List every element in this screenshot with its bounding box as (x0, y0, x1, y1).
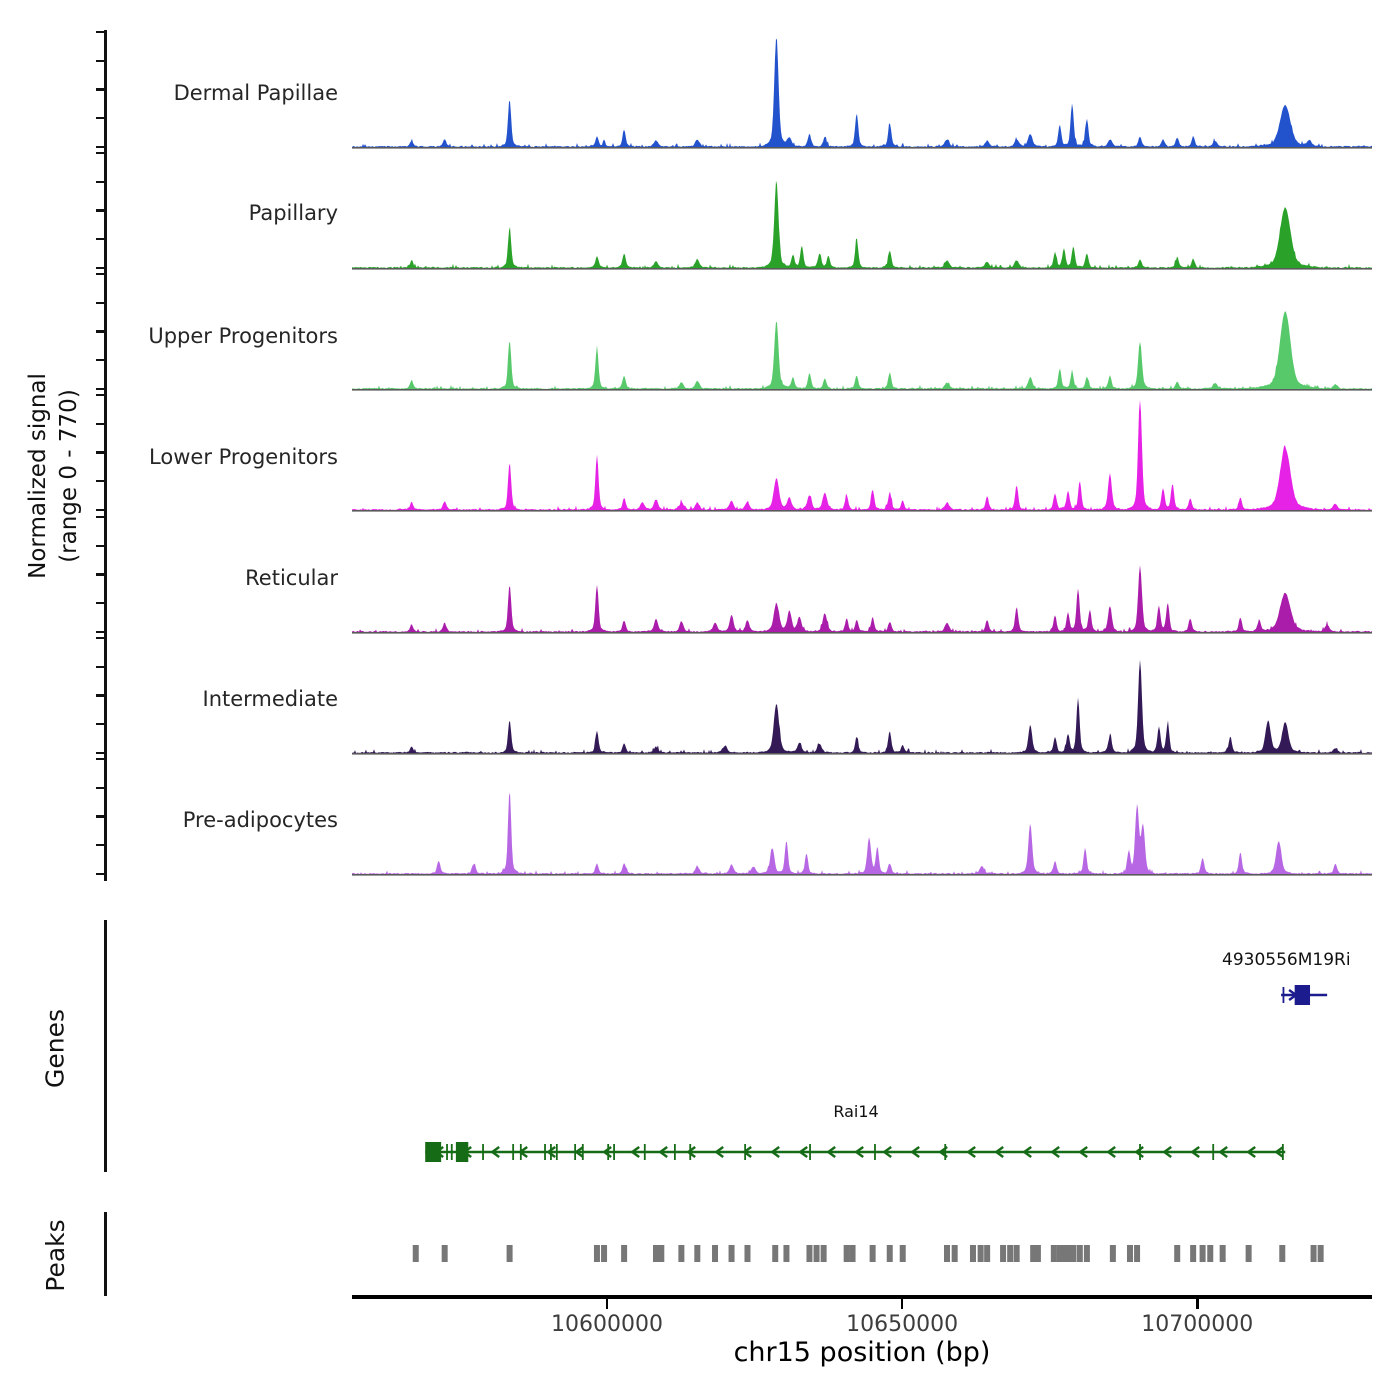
exon-tick (613, 1144, 615, 1160)
exon-tick (689, 1144, 691, 1160)
peak-call-mark (712, 1245, 718, 1262)
peak-call-mark (814, 1245, 820, 1262)
peak-call-mark (442, 1245, 448, 1262)
exon-tick (544, 1144, 546, 1160)
y-axis-tick (96, 146, 105, 148)
x-axis-tick-label: 10650000 (846, 1312, 959, 1337)
peak-call-mark (1174, 1245, 1180, 1262)
x-axis-tick-label: 10600000 (551, 1312, 663, 1337)
y-axis-tick (96, 152, 105, 154)
track-label-upper-progenitors: Upper Progenitors (148, 324, 338, 348)
exon-tick (582, 1144, 584, 1160)
peak-call-mark (952, 1245, 958, 1262)
exon-tick (944, 1144, 946, 1160)
peak-call-mark (1077, 1245, 1083, 1262)
peak-call-mark (1014, 1245, 1020, 1262)
y-axis-tick (96, 758, 105, 760)
y-axis-tick (96, 637, 105, 639)
y-axis-label (23, 266, 93, 686)
genes-axis-line (104, 920, 107, 1172)
signal-area-1 (352, 181, 1372, 268)
peak-call-mark (1035, 1245, 1041, 1262)
peak-call-mark (1065, 1245, 1071, 1262)
y-axis-tick (96, 388, 105, 390)
y-axis-tick (96, 723, 105, 725)
peak-call-mark (744, 1245, 750, 1262)
signal-area-5 (352, 660, 1372, 753)
exon-tick (744, 1144, 746, 1160)
peak-call-mark (1318, 1245, 1324, 1262)
exon-tick (556, 1144, 558, 1160)
exon-tick (674, 1144, 676, 1160)
y-axis-tick (96, 117, 105, 119)
exon-tick (520, 1144, 522, 1160)
peak-call-mark (1134, 1245, 1140, 1262)
peak-call-mark (783, 1245, 789, 1262)
peak-call-mark (1311, 1245, 1317, 1262)
peak-call-mark (1246, 1245, 1252, 1262)
y-axis-tick (96, 181, 105, 183)
y-axis-tick (96, 394, 105, 396)
y-axis-tick (96, 666, 105, 668)
x-axis-label: chr15 position (bp) (733, 1337, 991, 1368)
y-axis-tick (96, 238, 105, 240)
y-axis-tick (96, 631, 105, 633)
peak-call-mark (984, 1245, 990, 1262)
exon-box (1295, 985, 1310, 1005)
track-baseline (352, 632, 1372, 634)
signal-track-dermal-papillae (352, 33, 1372, 149)
peak-call-mark (1207, 1245, 1213, 1262)
peaks-axis-line (104, 1212, 107, 1296)
peak-call-mark (1007, 1245, 1013, 1262)
signal-track-intermediate (352, 639, 1372, 755)
peak-call-mark (1279, 1245, 1285, 1262)
y-axis-label-line1: Normalized signal (25, 373, 51, 579)
signal-area-0 (352, 39, 1372, 148)
exon-tick (1212, 1144, 1214, 1160)
exon-tick (451, 1144, 453, 1160)
gene-label-rai14: Rai14 (833, 1102, 879, 1121)
peak-call-mark (870, 1245, 876, 1262)
signal-track-upper-progenitors (352, 275, 1372, 391)
track-label-intermediate: Intermediate (202, 687, 338, 711)
track-baseline (352, 389, 1372, 391)
signal-area-4 (352, 565, 1372, 632)
y-axis-tick (96, 844, 105, 846)
signal-track-papillary (352, 154, 1372, 270)
y-axis-label-line2: (range 0 - 770) (56, 389, 82, 563)
y-axis-tick (96, 423, 105, 425)
peak-call-mark (887, 1245, 893, 1262)
x-axis-tick (606, 1298, 609, 1309)
y-axis-tick (96, 787, 105, 789)
peak-call-mark (970, 1245, 976, 1262)
peak-call-mark (653, 1245, 659, 1262)
signal-track-reticular (352, 518, 1372, 634)
peak-call-mark (694, 1245, 700, 1262)
peak-call-mark (1084, 1245, 1090, 1262)
gene-label-4930556M19Rik: 4930556M19Ri (1222, 950, 1351, 970)
peak-call-mark (772, 1245, 778, 1262)
exon-tick (874, 1144, 876, 1160)
genes-section-label: Genes (40, 1009, 70, 1089)
y-axis-tick (96, 31, 105, 33)
track-label-lower-progenitors: Lower Progenitors (149, 445, 338, 469)
exon-tick (1282, 1144, 1284, 1160)
exon-box (456, 1142, 468, 1162)
x-axis-tick (901, 1298, 904, 1309)
peak-call-mark (1190, 1245, 1196, 1262)
exon-tick (1283, 987, 1285, 1003)
signal-area-6 (352, 793, 1372, 874)
gene-models-canvas (352, 915, 1372, 1185)
track-baseline (352, 147, 1372, 149)
peak-call-mark (413, 1245, 419, 1262)
exon-tick (446, 1144, 448, 1160)
exon-tick (574, 1144, 576, 1160)
peak-call-mark (601, 1245, 607, 1262)
y-axis-tick (96, 60, 105, 62)
signal-area-2 (352, 311, 1372, 389)
exon-tick (809, 1144, 811, 1160)
track-baseline (352, 874, 1372, 876)
peak-call-mark (850, 1245, 856, 1262)
y-axis-tick (96, 273, 105, 275)
peak-call-mark (729, 1245, 735, 1262)
track-label-papillary: Papillary (248, 201, 338, 225)
peak-call-mark (678, 1245, 684, 1262)
peak-call-mark (1070, 1245, 1076, 1262)
peak-call-mark (594, 1245, 600, 1262)
peak-call-mark (844, 1245, 850, 1262)
y-axis-tick (96, 302, 105, 304)
peak-call-mark (978, 1245, 984, 1262)
track-label-dermal-papillae: Dermal Papillae (173, 81, 338, 105)
track-baseline (352, 510, 1372, 512)
peaks-section-label: Peaks (41, 1219, 70, 1292)
peak-call-mark (944, 1245, 950, 1262)
peak-call-mark (621, 1245, 627, 1262)
peak-calls-canvas (352, 1240, 1372, 1270)
peak-call-mark (507, 1245, 513, 1262)
exon-tick (1139, 1144, 1141, 1160)
y-axis-tick (96, 267, 105, 269)
signal-area-3 (352, 400, 1372, 510)
y-axis-tick (96, 509, 105, 511)
y-axis-tick (96, 480, 105, 482)
exon-tick (644, 1144, 646, 1160)
peak-call-mark (1127, 1245, 1133, 1262)
track-baseline (352, 753, 1372, 755)
exon-tick (550, 1144, 552, 1160)
y-axis-tick (96, 359, 105, 361)
peak-call-mark (1200, 1245, 1206, 1262)
peak-call-mark (900, 1245, 906, 1262)
exon-tick (512, 1144, 514, 1160)
exon-tick (607, 1144, 609, 1160)
x-axis-line (352, 1295, 1372, 1299)
track-label-reticular: Reticular (245, 566, 338, 590)
y-axis-tick (96, 602, 105, 604)
peak-call-mark (1110, 1245, 1116, 1262)
peak-call-mark (821, 1245, 827, 1262)
peak-call-mark (1000, 1245, 1006, 1262)
y-axis-tick (96, 873, 105, 875)
signal-track-lower-progenitors (352, 396, 1372, 512)
x-axis-tick-label: 10700000 (1141, 1312, 1254, 1337)
peak-call-mark (1220, 1245, 1226, 1262)
track-baseline (352, 268, 1372, 270)
y-axis-tick (96, 545, 105, 547)
x-axis-tick (1196, 1298, 1199, 1309)
peak-call-mark (806, 1245, 812, 1262)
signal-track-pre-adipocytes (352, 760, 1372, 876)
y-axis-tick (96, 516, 105, 518)
y-axis-tick (96, 752, 105, 754)
track-label-pre-adipocytes: Pre-adipocytes (182, 808, 338, 832)
exon-tick (482, 1144, 484, 1160)
peak-call-mark (1051, 1245, 1057, 1262)
exon-box (425, 1142, 441, 1162)
peak-call-mark (658, 1245, 664, 1262)
